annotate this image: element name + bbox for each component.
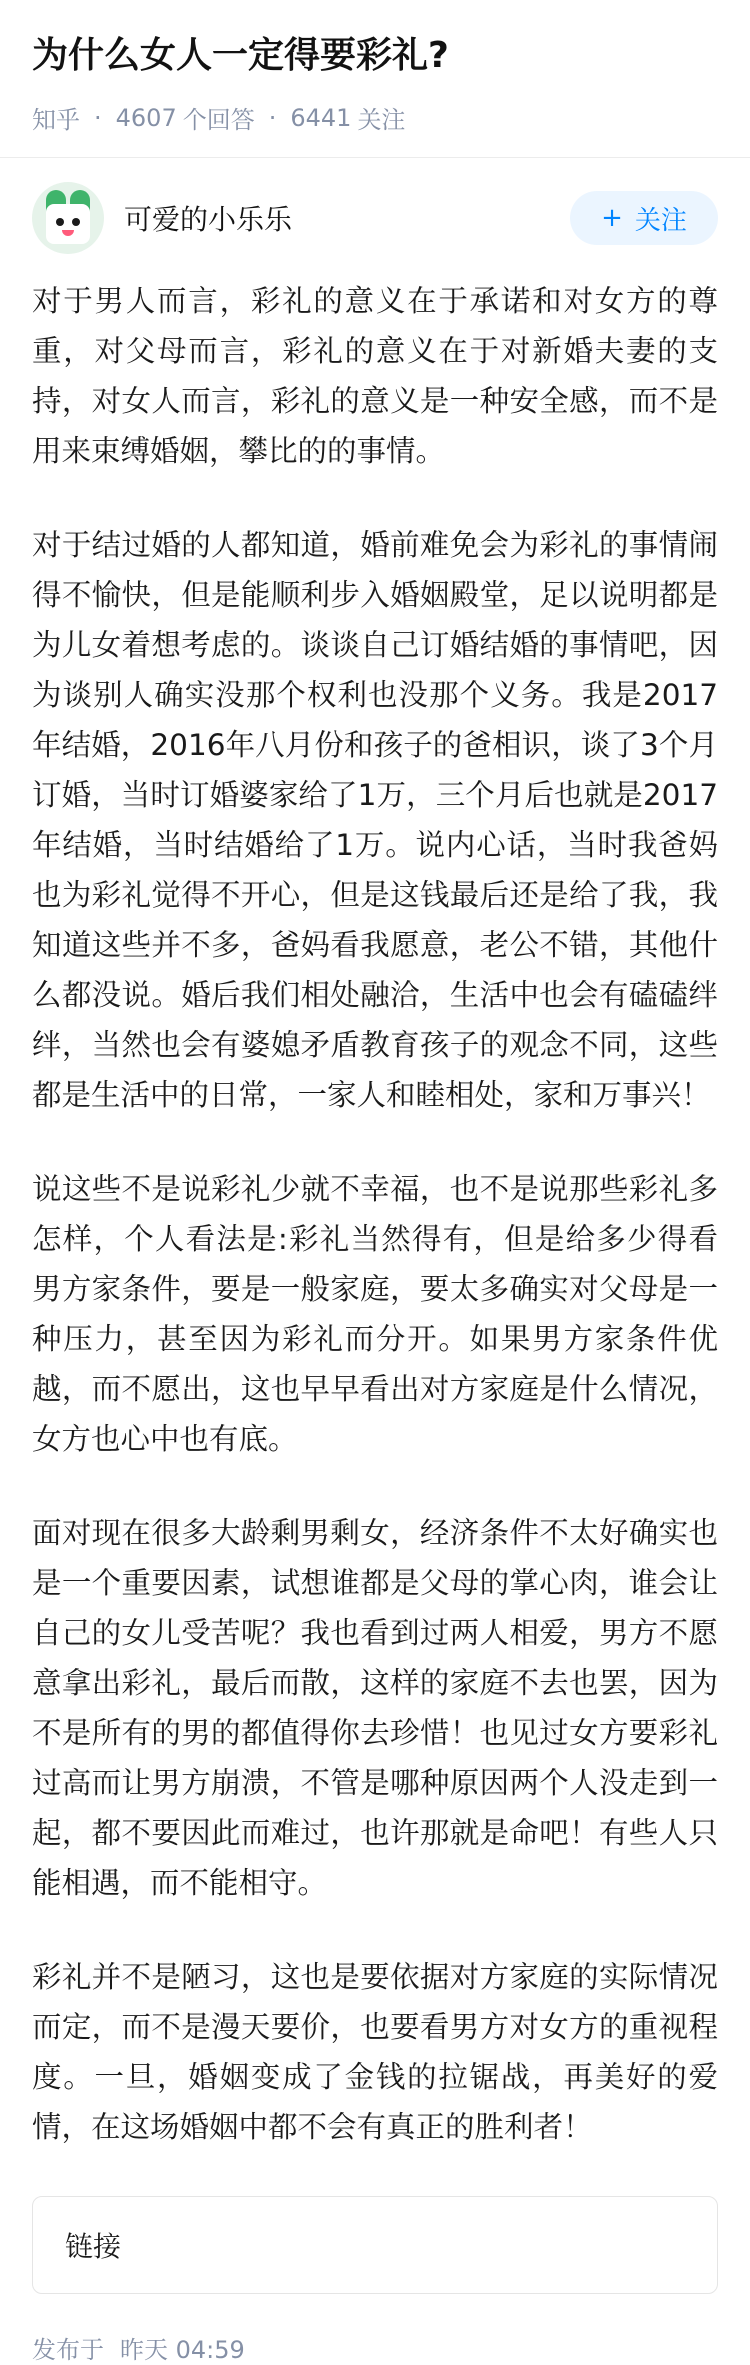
question-meta: [32, 100, 718, 135]
follower-count: 6441: [290, 103, 352, 132]
published-label: 发布于: [32, 2336, 104, 2364]
author-bar: [0, 158, 750, 266]
avatar-eye-left: [56, 218, 64, 226]
follow-button-label: 关注: [634, 205, 687, 236]
answer-paragraph: 彩礼并不是陋习，这也是要依据对方家庭的实际情况而定，而不是漫天要价，也要看男方对女方的重视程度。一旦，婚姻变成了金钱的拉锯战，再美好的爱情，在这场婚姻中都不会有真正的胜利者！: [32, 1960, 718, 2144]
question-title[interactable]: 为什么女人一定得要彩礼?: [32, 35, 449, 76]
published-time: 昨天 04:59: [120, 2336, 245, 2364]
avatar-eye-right: [72, 218, 80, 226]
avatar-face: [46, 204, 90, 244]
answer-paragraph: 对于结过婚的人都知道，婚前难免会为彩礼的事情闹得不愉快，但是能顺利步入婚姻殿堂，足以说明都是为儿女着想考虑的。谈谈自己订婚结婚的事情吧，因为谈别人确实没那个权利也没那个义务。我是2017年结婚，2016年八月份和孩子的爸相识，谈了3个月订婚，当时订婚婆家给了1万，三个月后也就是2017年结婚，当时结婚给了1万。说内心话，当时我爸妈也为彩礼觉得不开心，但是这钱最后还是给了我，我知道这些并不多，爸妈看我愿意，老公不错，其他什么都没说。婚后我们相处融洽，生活中也会有磕磕绊绊，当然也会有婆媳矛盾教育孩子的观念不同，这些都是生活中的日常，一家人和睦相处，家和万事兴！: [32, 528, 718, 1112]
answer-paragraph: 对于男人而言，彩礼的意义在于承诺和对女方的尊重，对父母而言，彩礼的意义在于对新婚夫妻的支持，对女人而言，彩礼的意义是一种安全感，而不是用来束缚婚姻，攀比的的事情。: [32, 284, 718, 468]
answer-paragraph: 说这些不是说彩礼少就不幸福，也不是说那些彩礼多怎样，个人看法是:彩礼当然得有，但是给多少得看男方家条件，要是一般家庭，要太多确实对父母是一种压力，甚至因为彩礼而分开。如果男方家条件优越，而不愿出，这也早早看出对方家庭是什么情况，女方也心中也有底。: [32, 1172, 718, 1456]
author-name[interactable]: 可爱的小乐乐: [124, 203, 293, 236]
plus-icon: +: [601, 203, 623, 233]
meta-separator: ·: [94, 103, 102, 132]
follower-count-label: 关注: [357, 106, 406, 134]
answer-count[interactable]: 4607: [115, 103, 177, 132]
meta-separator: ·: [268, 103, 277, 132]
question-header: [0, 0, 750, 158]
answer-count-label[interactable]: 个回答: [182, 106, 255, 134]
follow-button[interactable]: [570, 191, 718, 245]
link-card[interactable]: [32, 2196, 718, 2294]
avatar[interactable]: [32, 182, 104, 254]
publish-info: [0, 2294, 750, 2365]
link-card-label: 链接: [65, 2230, 122, 2263]
answer-paragraph: 面对现在很多大龄剩男剩女，经济条件不太好确实也是一个重要因素，试想谁都是父母的掌心肉，谁会让自己的女儿受苦呢？我也看到过两人相爱，男方不愿意拿出彩礼，最后而散，这样的家庭不去也罢，因为不是所有的男的都值得你去珍惜！也见过女方要彩礼过高而让男方崩溃，不管是哪种原因两个人没走到一起，都不要因此而难过，也许那就是命吧！有些人只能相遇，而不能相守。: [32, 1516, 718, 1900]
answer-content: [0, 266, 750, 2152]
source-label[interactable]: 知乎: [32, 106, 80, 134]
